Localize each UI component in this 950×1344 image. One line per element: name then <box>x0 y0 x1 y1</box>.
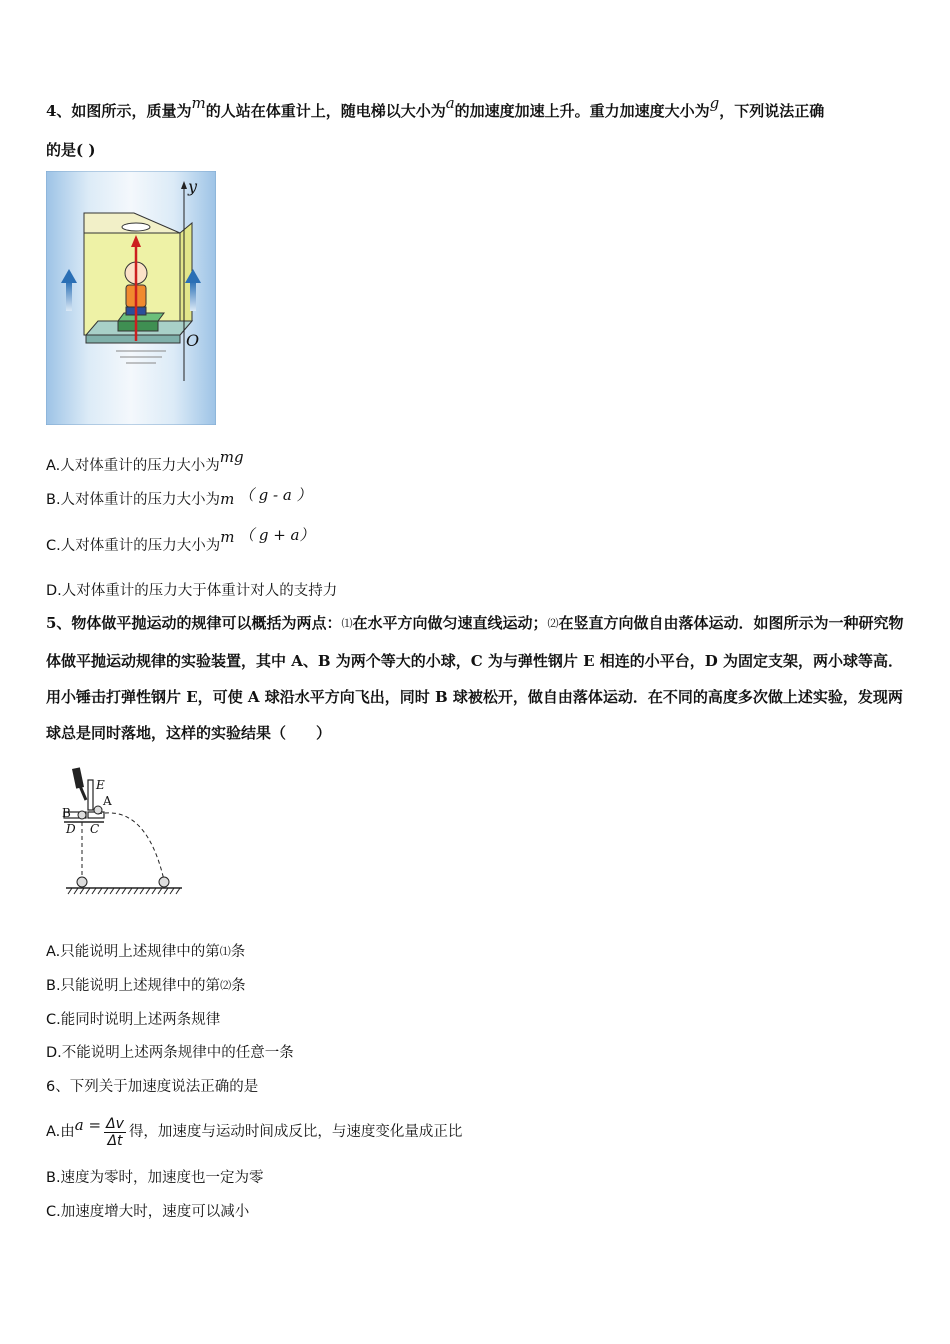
q6-option-c: C.加速度增大时，速度可以减小 <box>46 1204 250 1220</box>
q4-option-a-text: A.人对体重计的压力大小为 <box>46 458 220 474</box>
q5-option-c: C.能同时说明上述两条规律 <box>46 1012 221 1028</box>
q4-stem-text: 4、如图所示，质量为 <box>46 102 192 120</box>
q4-option-b-m: m <box>220 490 235 508</box>
q4-option-b-text: B.人对体重计的压力大小为 <box>46 492 221 508</box>
q4-option-a-expr: mg <box>219 448 244 466</box>
q5-option-a-text: A.只能说明上述规律中的第 <box>46 944 220 960</box>
q6-formula-fraction <box>104 1116 126 1149</box>
q5-option-b-text: 条 <box>231 978 246 994</box>
q4-option-b <box>46 486 312 510</box>
q5-option-a <box>46 942 245 963</box>
q5-option-b <box>46 976 246 997</box>
q5-stem-text: 在水平方向做匀速直线运动； <box>352 614 548 632</box>
q4-option-a <box>46 448 244 476</box>
q5-option-a-text: 条 <box>230 944 246 960</box>
q4-stem-line1 <box>46 94 825 121</box>
label-c: C <box>90 822 100 836</box>
apparatus-illustration <box>56 764 206 900</box>
q5-stem-text: 5、物体做平抛运动的规律可以概括为两点： <box>46 614 342 632</box>
q5-marker-2: ⑵ <box>547 617 559 630</box>
q4-stem-text: 的人站在体重计上，随电梯以大小为 <box>205 102 446 120</box>
q4-var-m: m <box>191 94 206 112</box>
origin-label: O <box>186 331 200 350</box>
fraction-denominator: Δt <box>107 1132 123 1149</box>
q5-stem <box>46 605 908 751</box>
elevator-figure <box>46 171 216 425</box>
q4-option-b-expr: （ g - a ） <box>238 486 312 504</box>
q5-option-d: D.不能说明上述两条规律中的任意一条 <box>46 1045 294 1061</box>
q6-formula-lhs: a = <box>74 1116 102 1134</box>
q4-stem-line2: 的是( ) <box>46 141 96 159</box>
q4-option-c <box>46 526 315 556</box>
q5-stem-text: 在竖直方向做自由落体运动．如图所示为一种研究物体做平抛运动规律的实验装置，其中 A、B 为两个等大的小球，C 为与弹性钢片 E 相连的小平台，D 为固定支架，两小球等高．用小锤击打弹性钢片 E，可使 A 球沿水平方向飞出，同时 B 球被松开，做自由落体运动．在不同的高度多次做上述实验，发现两球总是同时落地，这样的实验结果（ ） <box>46 614 904 742</box>
q6-option-a <box>46 1113 462 1150</box>
y-axis-label: y <box>188 177 198 196</box>
q4-option-c-m: m <box>220 528 235 546</box>
label-e: E <box>96 778 105 792</box>
q6-stem: 6、下列关于加速度说法正确的是 <box>46 1079 259 1095</box>
fraction-numerator: Δv <box>106 1115 124 1132</box>
q4-var-g: g <box>709 94 720 112</box>
projectile-apparatus-figure <box>56 764 206 900</box>
q4-option-d: D.人对体重计的压力大于体重计对人的支持力 <box>46 583 338 599</box>
q6-option-b: B.速度为零时，加速度也一定为零 <box>46 1170 264 1186</box>
q6-option-a-text: 得，加速度与运动时间成反比，与速度变化量成正比 <box>128 1124 463 1140</box>
q4-var-a: a <box>445 94 455 112</box>
q5-marker-1: ⑴ <box>341 617 353 630</box>
q6-option-a-text: A.由 <box>46 1124 75 1140</box>
q5-option-b-text: B.只能说明上述规律中的第 <box>46 978 221 994</box>
elevator-illustration <box>46 171 216 425</box>
q5-option-a-marker: ⑴ <box>219 945 231 958</box>
label-b: B <box>62 806 71 820</box>
q4-stem-text: ，下列说法正确 <box>719 102 825 120</box>
q4-option-c-text: C.人对体重计的压力大小为 <box>46 538 221 554</box>
q4-option-c-expr: （ g + a） <box>239 526 315 544</box>
q4-stem-text: 的加速度加速上升。重力加速度大小为 <box>454 102 710 120</box>
q5-option-b-marker: ⑵ <box>220 979 232 992</box>
label-d: D <box>66 822 76 836</box>
label-a: A <box>103 794 112 808</box>
